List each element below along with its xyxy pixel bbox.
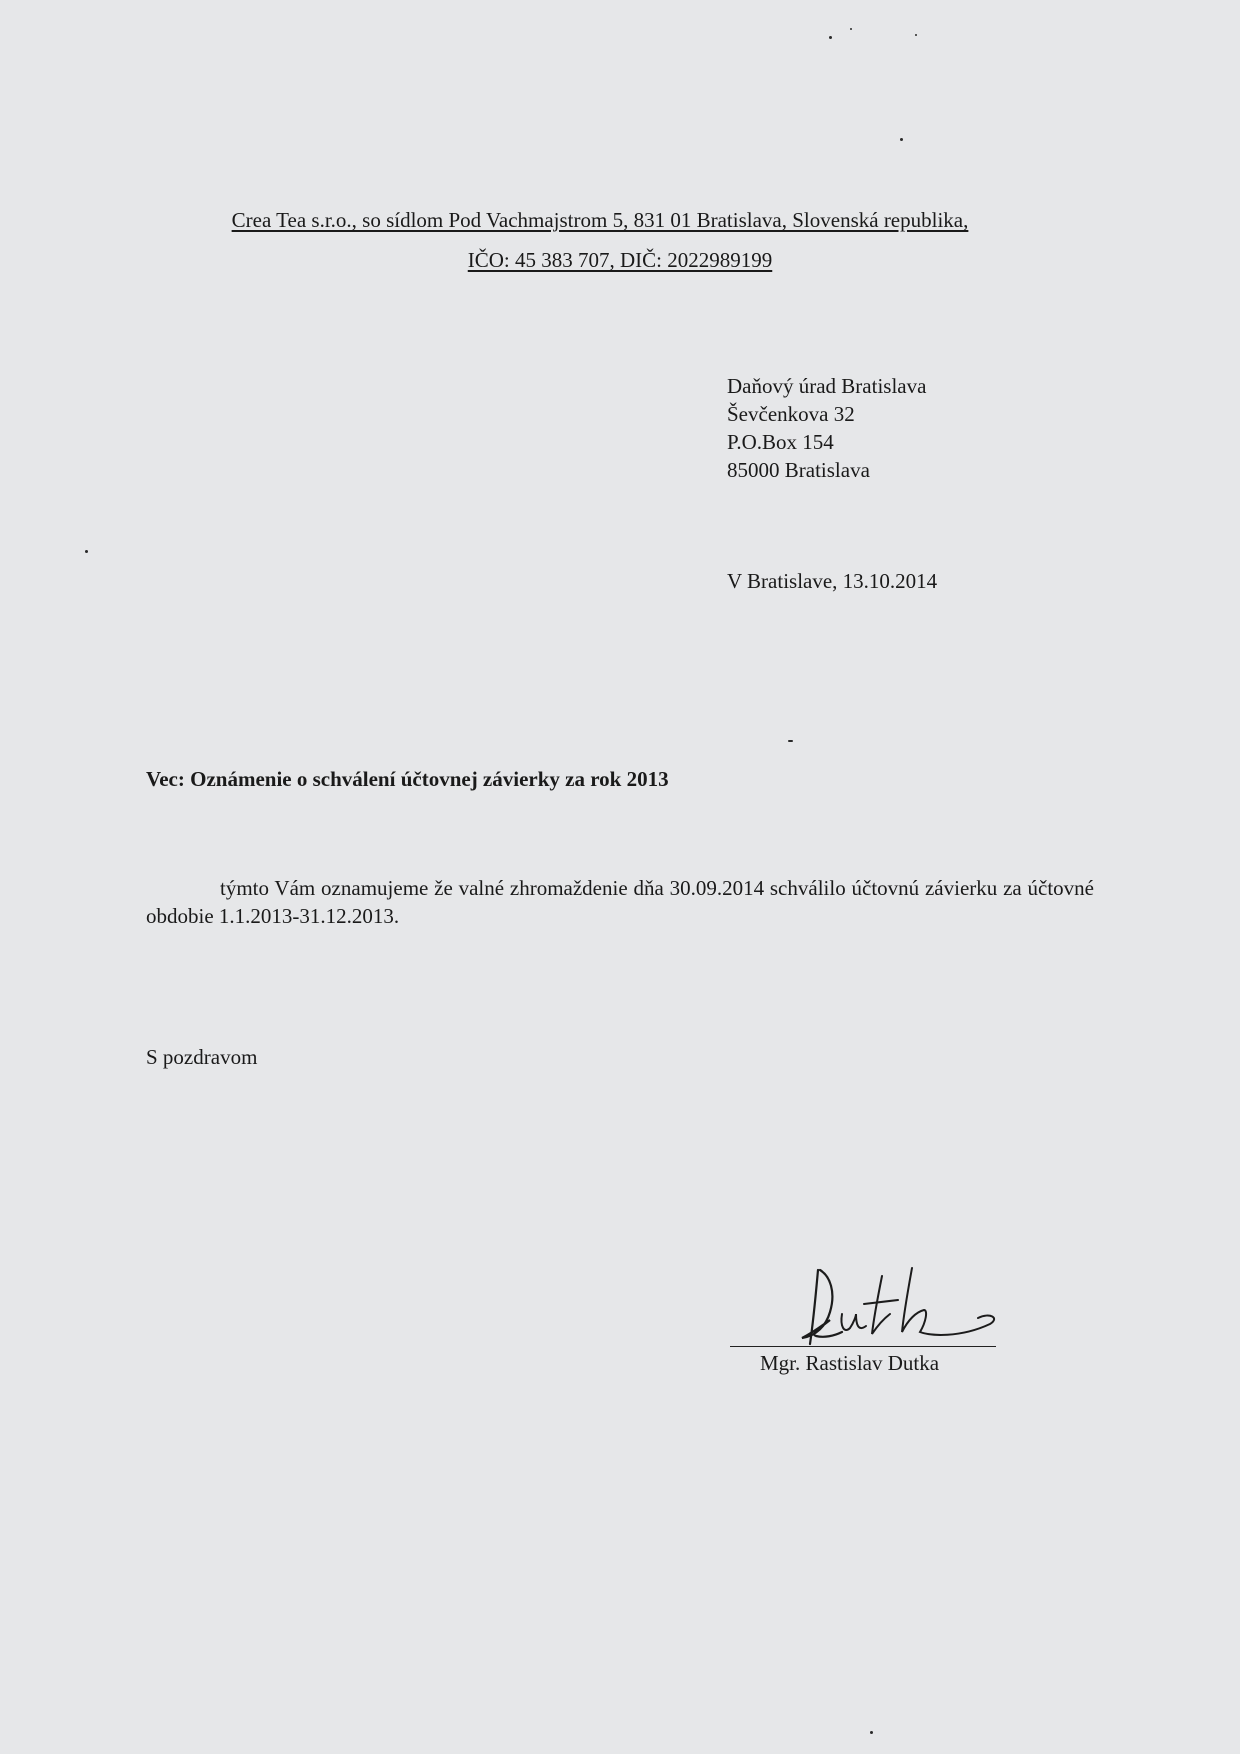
scan-speck	[829, 36, 832, 39]
letter-body: týmto Vám oznamujeme že valné zhromaždenie dňa 30.09.2014 schválilo účtovnú závierku za účtovné obdobie 1.1.2013-31.12.2013.	[146, 876, 1094, 928]
scan-speck	[870, 1731, 873, 1734]
recipient-address	[727, 372, 926, 484]
recipient-name: Daňový úrad Bratislava	[727, 374, 927, 398]
signer-name: Mgr. Rastislav Dutka	[760, 1351, 940, 1375]
letter-date: V Bratislave, 13.10.2014	[727, 569, 938, 593]
company-header	[45, 207, 1155, 233]
scan-speck	[915, 34, 917, 36]
scan-speck	[850, 28, 852, 30]
company-ids	[0, 247, 1240, 273]
letter-subject: Vec: Oznámenie o schválení účtovnej závierky za rok 2013	[146, 767, 669, 791]
company-line: Crea Tea s.r.o., so sídlom Pod Vachmajstrom 5, 831 01 Bratislava, Slovenská republika,	[231, 208, 969, 232]
ids-line: IČO: 45 383 707, DIČ: 2022989199	[467, 248, 773, 272]
scan-speck	[85, 550, 88, 553]
letter-closing: S pozdravom	[146, 1045, 258, 1069]
scan-speck	[900, 138, 903, 141]
scan-speck	[788, 740, 793, 742]
recipient-city: 85000 Bratislava	[727, 458, 870, 482]
recipient-street: Ševčenkova 32	[727, 402, 855, 426]
signature-line	[730, 1346, 996, 1347]
handwritten-signature	[790, 1262, 1010, 1352]
recipient-pobox: P.O.Box 154	[727, 430, 834, 454]
